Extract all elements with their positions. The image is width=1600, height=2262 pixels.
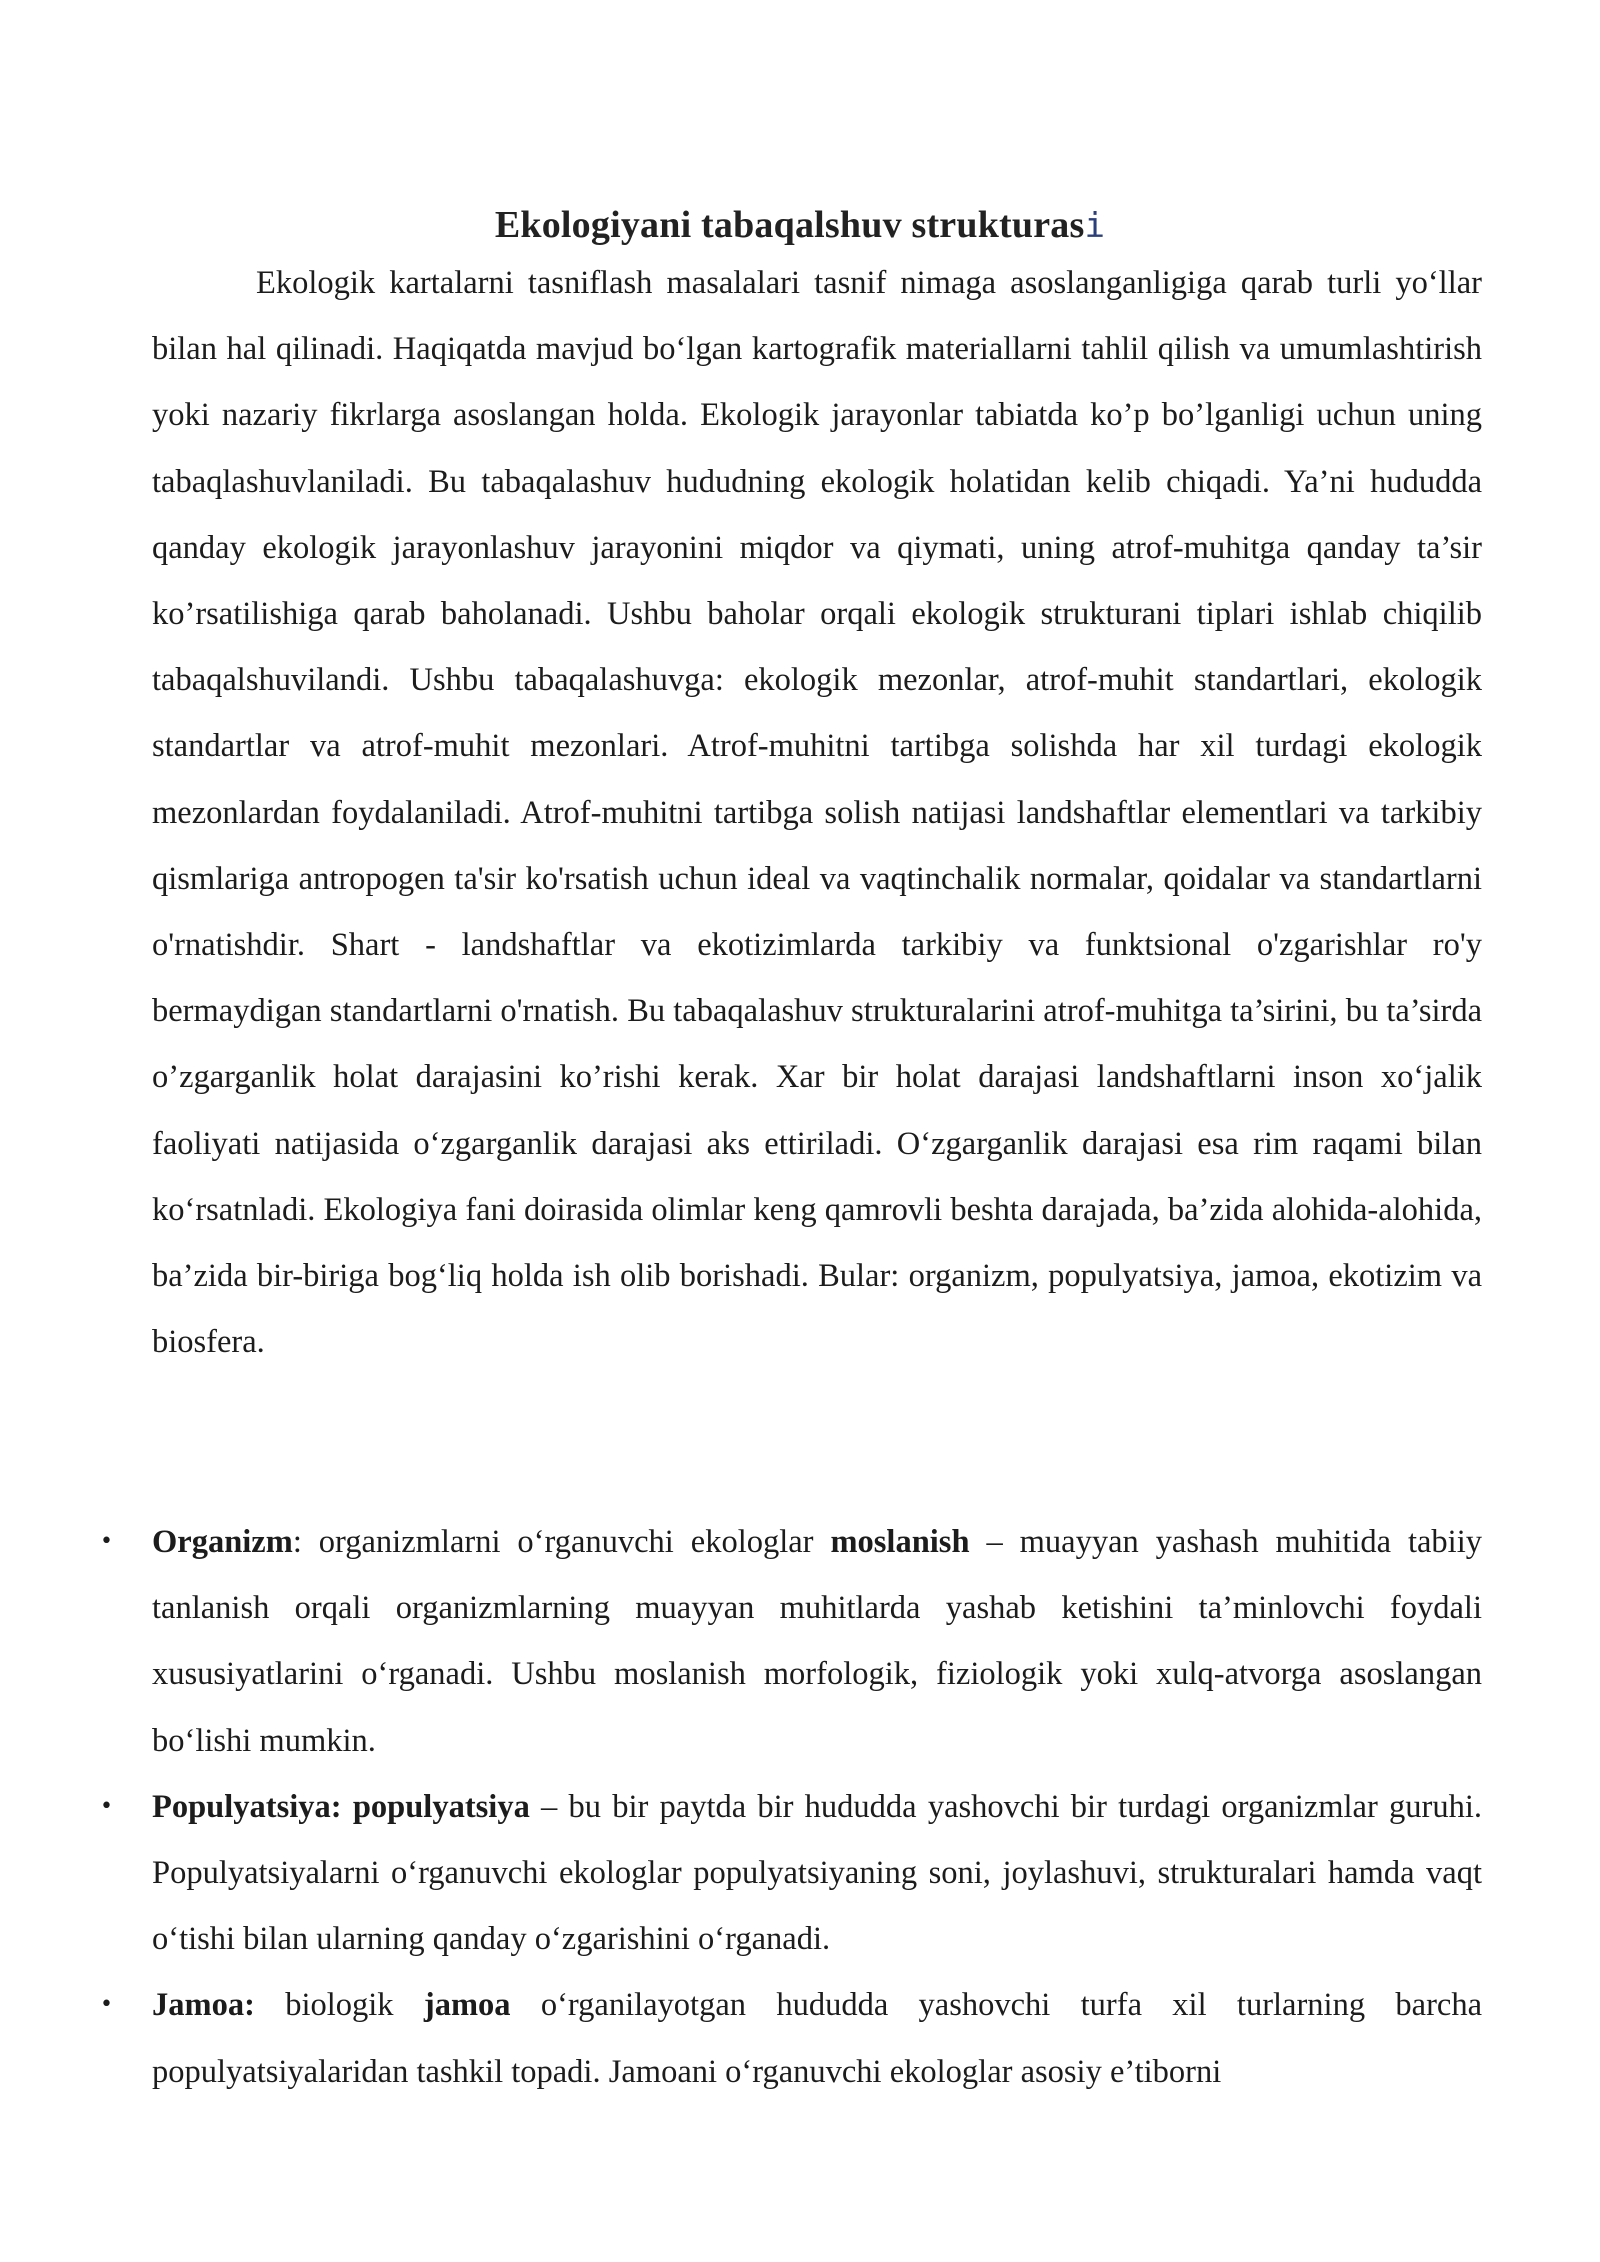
bullet-icon: • (100, 1793, 113, 1819)
list-item-populyatsiya (100, 1774, 1482, 1973)
list-item-term: Populyatsiya: (152, 1788, 353, 1825)
bullet-icon: • (100, 1529, 113, 1554)
list-item-term: Organizm (152, 1524, 293, 1560)
level-list (100, 1509, 1482, 2105)
title-text: Ekologiyani tabaqalshuv strukturas (494, 204, 1085, 246)
list-item-emphasis: jamoa (423, 1987, 511, 2024)
list-item-emphasis: moslanish (830, 1524, 970, 1560)
list-item-text: – muayyan yashash muhitida tabiiy tanlanish orqali organizmlarning muayyan muhitlarda yashab ketishini ta’minlovchi foydali xususiyatlarini o‘rganadi. Ushbu moslanish morfologik, fiziologik yoki xulq-atvorga asoslangan bo‘lishi mumkin. (152, 1524, 1482, 1759)
list-item-organizm (100, 1509, 1482, 1774)
list-item-term: Jamoa: (152, 1987, 255, 2024)
title-tail: i (1084, 206, 1106, 246)
list-item-text: biologik (254, 1987, 424, 2024)
list-item-jamoa (100, 1972, 1482, 2104)
intro-paragraph: Ekologik kartalarni tasniflash masalalari tasnif nimaga asoslanganligiga qarab turli yo‘llar bilan hal qilinadi. Haqiqatda mavjud bo‘lgan kartografik materiallarni tahlil qilish va umumlashtirish yoki nazariy fikrlarga asoslangan holda. Ekologik jarayonlar tabiatda ko’p bo’lganligi uchun uning tabaqlashuvlaniladi. Bu tabaqalashuv hududning ekologik holatidan kelib chiqadi. Ya’ni hududda qanday ekologik jarayonlashuv jarayonini miqdor va qiymati, uning atrof-muhitga qanday ta’sir ko’rsatilishiga qarab baholanadi. Ushbu baholar orqali ekologik strukturani tiplari ishlab chiqilib tabaqalshuvilandi. Ushbu tabaqalashuvga: ekologik mezonlar, atrof-muhit standartlari, ekologik standartlar va atrof-muhit mezonlari. Atrof-muhitni tartibga solishda har xil turdagi ekologik mezonlardan foydalaniladi. Atrof-muhitni tartibga solish natijasi landshaftlar elementlari va tarkibiy qismlariga antropogen ta'sir ko'rsatish uchun ideal va vaqtinchalik normalar, qoidalar va standartlarni o'rnatishdir. Shart - landshaftlar va ekotizimlarda tarkibiy va funktsional o'zgarishlar ro'y bermaydigan standartlarni o'rnatish. Bu tabaqalashuv strukturalarini atrof-muhitga ta’sirini, bu ta’sirda o’zgarganlik holat darajasini ko’rishi kerak. Xar bir holat darajasi landshaftlarni inson xo‘jalik faoliyati natijasida o‘zgarganlik darajasi aks ettiriladi. O‘zgarganlik darajasi esa rim raqami bilan ko‘rsatnladi. Ekologiya fani doirasida olimlar keng qamrovli beshta darajada, ba’zida alohida-alohida, ba’zida bir-biriga bog‘liq holda ish olib borishadi. Bular: organizm, populyatsiya, jamoa, ekotizim va biosfera. (152, 265, 1482, 1361)
list-item-text: – bu bir paytda bir hududda yashovchi bir turdagi organizmlar guruhi. Populyatsiyalarni o‘rganuvchi ekologlar populyatsiyaning soni, joylashuvi, strukturalari hamda vaqt o‘tishi bilan ularning qanday o‘zgarishini o‘rganadi. (152, 1788, 1482, 1958)
list-item-text: : organizmlarni o‘rganuvchi ekologlar (292, 1524, 831, 1560)
bullet-icon: • (100, 1992, 113, 2018)
list-item-text: o‘rganilayotgan hududda yashovchi turfa xil turlarning barcha populyatsiyalaridan tashkil topadi. Jamoani o‘rganuvchi ekologlar asosiy e’tiborni (152, 1987, 1482, 2090)
page-title (0, 200, 1600, 251)
list-item-emphasis: populyatsiya (352, 1788, 530, 1825)
